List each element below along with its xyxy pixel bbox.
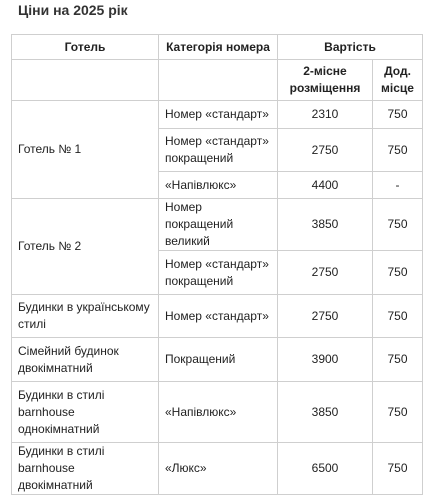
table-row	[12, 101, 423, 129]
extra-price-cell: 750	[373, 199, 423, 251]
hotel-name-cell: Будинки в стилі barnhouse двокімнатний	[12, 443, 159, 495]
extra-price-cell: 750	[373, 338, 423, 382]
double-price-cell: 6500	[278, 443, 373, 495]
hotel-name-cell: Готель № 1	[12, 101, 159, 199]
double-price-cell: 3850	[278, 382, 373, 443]
extra-price-cell: 750	[373, 382, 423, 443]
column-header-cost: Вартість	[278, 35, 423, 60]
category-cell: «Напівлюкс»	[159, 172, 278, 199]
hotel-name-cell: Будинки в українському стилі	[12, 295, 159, 338]
category-cell: Номер «стандарт»	[159, 101, 278, 129]
category-cell: «Люкс»	[159, 443, 278, 495]
category-cell: Номер покращений великий	[159, 199, 278, 251]
extra-price-cell: 750	[373, 443, 423, 495]
page-title: Ціни на 2025 рік	[18, 2, 128, 18]
category-cell: «Напівлюкс»	[159, 382, 278, 443]
double-price-cell: 3850	[278, 199, 373, 251]
table-row	[12, 382, 423, 443]
double-price-cell: 3900	[278, 338, 373, 382]
table-row	[12, 443, 423, 495]
column-header-hotel: Готель	[12, 35, 159, 60]
double-price-cell: 2310	[278, 101, 373, 129]
price-table	[11, 34, 423, 495]
column-header-double: 2-місне розміщення	[278, 60, 373, 101]
subheader-row	[12, 60, 423, 101]
table-header	[12, 35, 423, 101]
category-cell: Покращений	[159, 338, 278, 382]
hotel-name-cell: Готель № 2	[12, 199, 159, 295]
extra-price-cell: -	[373, 172, 423, 199]
subheader-empty-category	[159, 60, 278, 101]
category-cell: Номер «стандарт»	[159, 295, 278, 338]
category-cell: Номер «стандарт» покращений	[159, 251, 278, 295]
extra-price-cell: 750	[373, 101, 423, 129]
table-row	[12, 295, 423, 338]
hotel-name-cell: Будинки в стилі barnhouse однокімнатний	[12, 382, 159, 443]
double-price-cell: 2750	[278, 295, 373, 338]
table-row	[12, 199, 423, 251]
hotel-name-cell: Сімейний будинок двокімнатний	[12, 338, 159, 382]
extra-price-cell: 750	[373, 129, 423, 172]
double-price-cell: 4400	[278, 172, 373, 199]
category-cell: Номер «стандарт» покращений	[159, 129, 278, 172]
extra-price-cell: 750	[373, 295, 423, 338]
subheader-empty-hotel	[12, 60, 159, 101]
table-body	[12, 101, 423, 495]
double-price-cell: 2750	[278, 129, 373, 172]
column-header-extra: Дод. місце	[373, 60, 423, 101]
double-price-cell: 2750	[278, 251, 373, 295]
column-header-category: Категорія номера	[159, 35, 278, 60]
header-row	[12, 35, 423, 60]
extra-price-cell: 750	[373, 251, 423, 295]
table-row	[12, 338, 423, 382]
